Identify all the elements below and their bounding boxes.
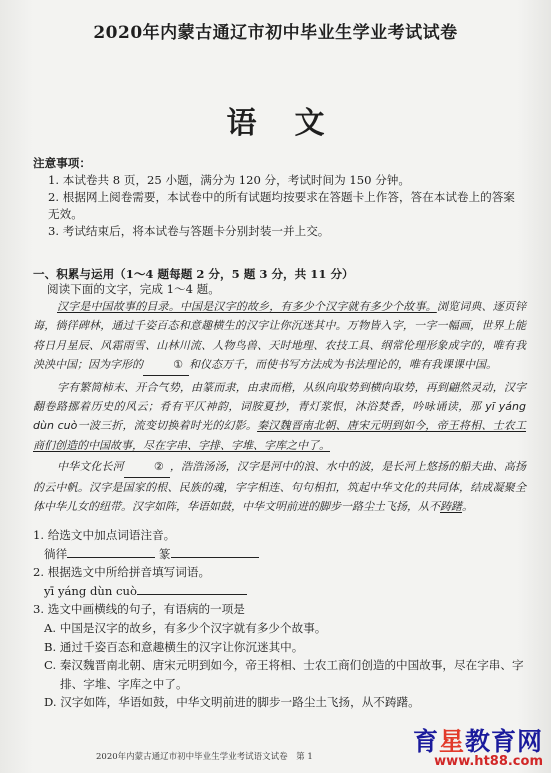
passage-sentence: 秦汉魏晋南北朝、唐宋元明到如今，帝王将相、士农工商们创造的中国故事，尽在字串、字排、字堆、字库之中了。 [33,419,527,452]
question-2: 2. 根据选文中所给拼音填写词语。 [33,565,211,580]
question-2-pinyin [33,582,526,601]
passage-sentence: 一波三折，流变切换着时光的幻影。 [77,419,258,433]
note-item: 3. 考试结束后，将本试卷与答题卡分别封装一并上交。 [48,224,330,238]
note-item: 2. 根据网上阅卷需要，本试卷中的所有试题均按要求在答题卡上作答，答在本试卷上的答案无效。 [48,190,515,221]
reading-passage [33,297,526,516]
blank-1: ① [143,355,189,375]
option-a: A. 中国是汉字的故乡，有多少个汉字就有多少个故事。 [44,620,327,635]
passage-paragraph-2 [33,378,526,456]
notes-section [33,155,525,240]
watermark-url: www.ht88.com [434,754,543,769]
pinyin-text: yī yáng dùn cuò [33,400,526,433]
answer-blank[interactable] [67,557,155,558]
watermark-star-char: 星 [438,727,465,756]
passage-sentence: 汉字是中国故事的目录。中国是汉字的故乡，有多少个汉字就有多少个故事。 [57,300,437,313]
pinyin-text: yī yáng dùn cuò [44,583,137,598]
exam-title: 2020年内蒙古通辽市初中毕业生学业考试试卷 [93,23,458,43]
answer-blank[interactable] [171,557,259,558]
option-c-cont: 排、字堆、字库之中了。 [60,676,188,691]
question-1-words [33,545,526,564]
passage-sentence: 浏览词典、逐页锌诲，徜徉碑林，通过千姿百态和意趣横生的汉字让你沉迷其中。 [33,300,527,333]
option-b: B. 通过千姿百态和意趣横生的汉字让你沉迷其中。 [44,639,304,654]
section-intro: 阅读下面的文字，完成 1～4 题。 [47,282,220,296]
passage-sentence: ，浩浩汤汤，汉字是河中的浪、水中的波，是长河上悠扬的船夫曲、高扬的云中帆。汉字是国家的根、民族的魂，字字相连、句句相扣，筑起中华文化的共同体，结成凝聚全体中华儿女的纽带。汉字如阵，华语如鼓，中华文明前进的脚步一路尘土飞扬，从不 [33,460,527,514]
passage-sentence: 中华文化长河 [57,460,124,474]
option-c: C. 秦汉魏晋南北朝、唐宋元明到如今，帝王将相、士农工商们创造的中国故事，尽在字串、字 [44,658,524,673]
word-2: 篆 [158,546,171,561]
watermark-char: 教育网 [464,727,543,756]
passage-paragraph-1 [33,297,526,376]
question-3: 3. 选文中画横线的句子，有语病的一项是 [33,602,245,617]
questions [33,526,526,712]
subject-heading: 语文 [226,106,363,141]
section-title: 一、积累与运用（1～4 题每题 2 分，5 题 3 分，共 11 分） [33,267,354,281]
note-item: 1. 本试卷共 8 页，25 小题，满分为 120 分，考试时间为 150 分钟。 [48,173,410,187]
notes-heading: 注意事项： [33,156,91,170]
page-footer: 2020年内蒙古通辽市初中毕业生学业考试语文试卷 第 1 [96,752,313,762]
option-d: D. 汉字如阵，华语如鼓，中华文明前进的脚步一路尘土飞扬，从不踌躇。 [44,695,420,710]
passage-sentence: 和仪态万千，而使书写方法成为书法理论的，唯有我课课中国。 [189,358,497,372]
passage-sentence: 万物皆入字，一字一幅画，世界上能将日月星辰、风霜雨雪、山林川流、人物鸟兽、天时地理、农技工具、纲常伦理形象成字的，唯有我泱泱中国；因为字形的 [33,319,526,372]
answer-blank[interactable] [137,594,247,595]
watermark-logo [413,722,543,758]
passage-sentence: 字有繁简柿末、开合气势，由篆而隶，由隶而楷，从纵向取势到横向取势，再到翩然灵动，汉字翻卷路挪着历史的风云；肴有平仄神韵，词胺夏抄，青灯浆恨，沐浴焚香，吟咏诵读，那 [33,380,526,414]
word-1: 徜徉 [44,546,68,561]
passage-punct: 。 [462,500,473,514]
blank-2: ② [124,457,170,477]
passage-paragraph-3 [33,457,526,516]
watermark-char: 育 [412,727,439,756]
passage-word: 踌躇 [440,500,462,514]
site-watermark [413,722,543,769]
question-1: 1. 给选文中加点词语注音。 [33,528,176,542]
